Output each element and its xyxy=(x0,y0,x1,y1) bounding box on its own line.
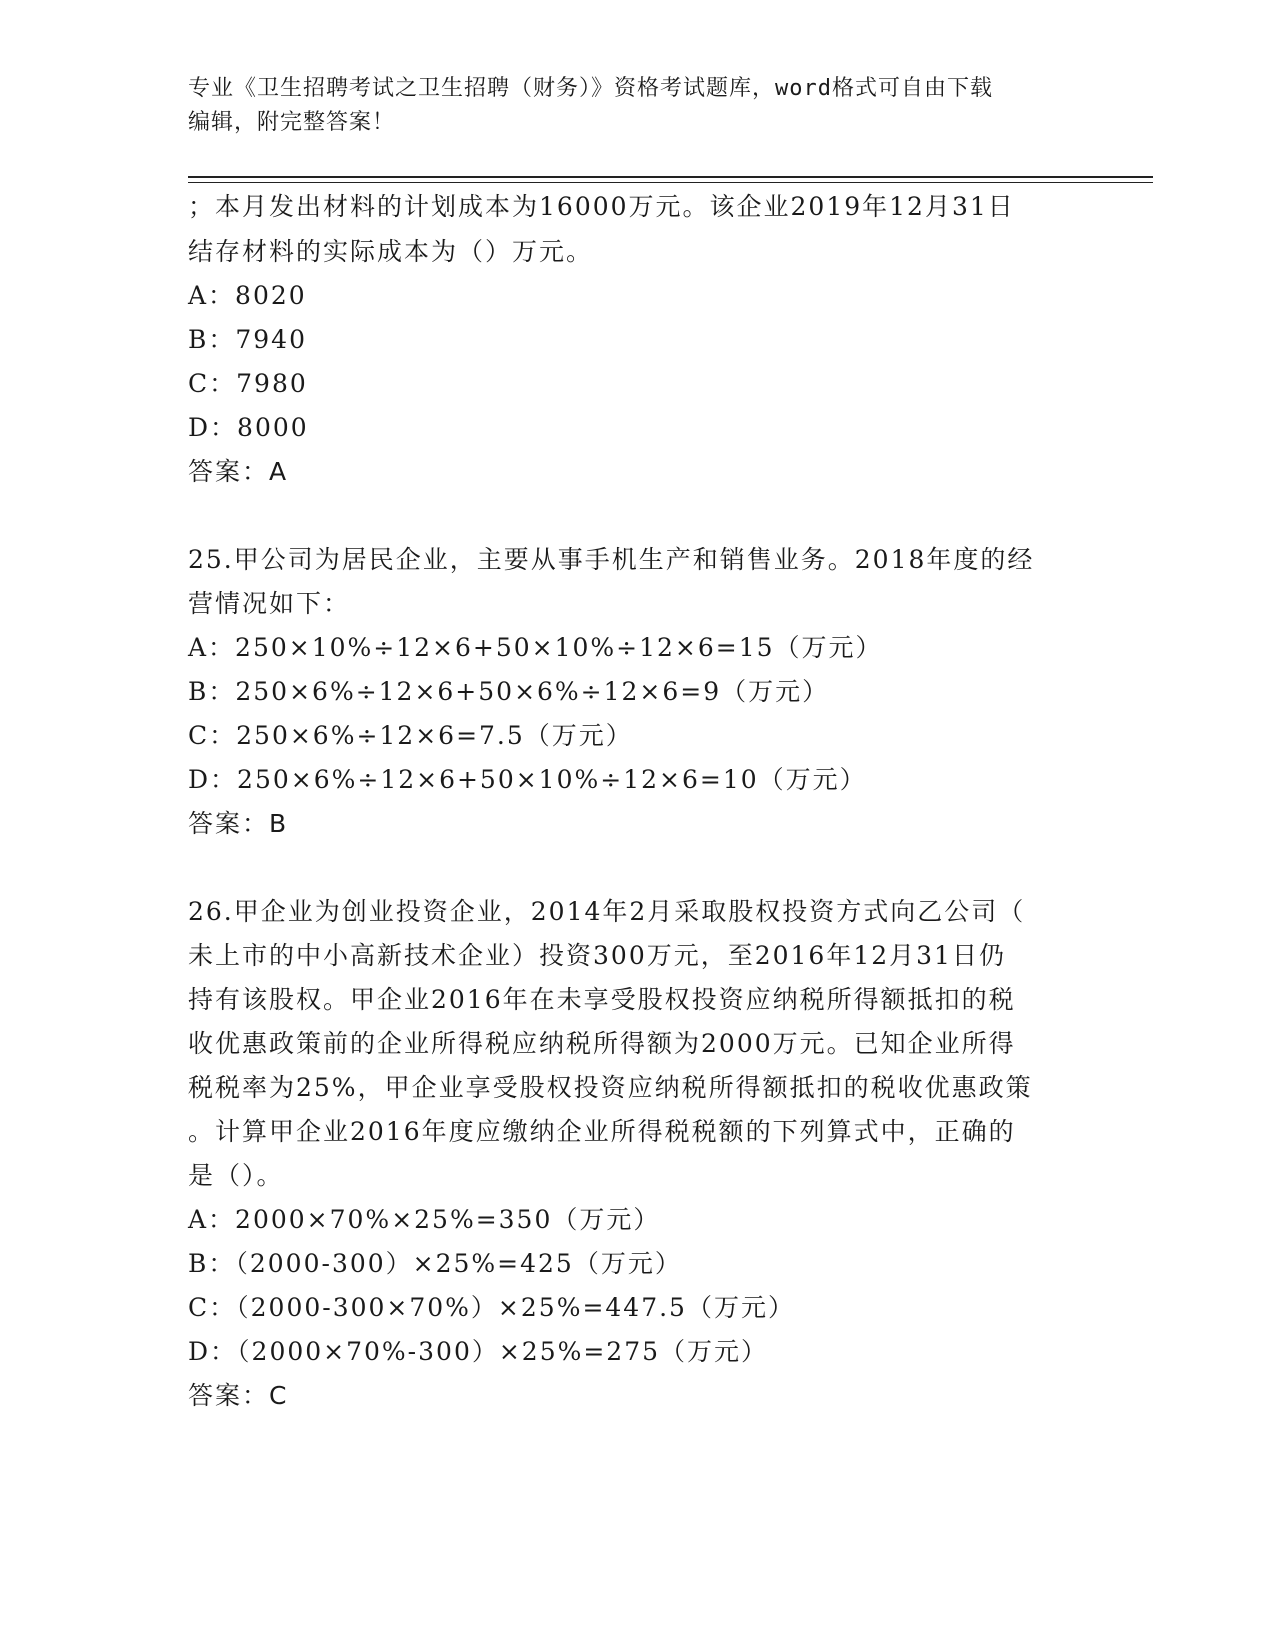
q24-option-c: C：7980 xyxy=(188,369,308,398)
q24-stem-line-2: 结存材料的实际成本为（）万元。 xyxy=(188,237,594,266)
q26-option-d: D：（2000×70%-300）×25%=275（万元） xyxy=(188,1337,769,1366)
q24-option-b: B：7940 xyxy=(188,325,307,354)
q26-stem-line-2: 未上市的中小高新技术企业）投资300万元，至2016年12月31日仍 xyxy=(188,941,1006,970)
q26-option-b: B：（2000-300）×25%=425（万元） xyxy=(188,1249,682,1278)
q26-option-a: A：2000×70%×25%=350（万元） xyxy=(188,1205,661,1234)
q24-option-d: D：8000 xyxy=(188,413,309,442)
q25-stem-line-2: 营情况如下： xyxy=(188,589,351,618)
header-divider-thin xyxy=(188,182,1153,183)
q26-option-c: C：（2000-300×70%）×25%=447.5（万元） xyxy=(188,1293,795,1322)
q25-option-b: B：250×6%÷12×6+50×6%÷12×6=9（万元） xyxy=(188,677,830,706)
q24-option-a: A：8020 xyxy=(188,281,307,310)
q26-stem-line-7: 是（）。 xyxy=(188,1161,284,1190)
header-divider-thick xyxy=(188,176,1153,178)
q24-answer: 答案：A xyxy=(188,457,289,486)
document-header xyxy=(188,72,1088,140)
q25-option-d: D：250×6%÷12×6+50×10%÷12×6=10（万元） xyxy=(188,765,867,794)
q26-stem-line-5: 税税率为25%，甲企业享受股权投资应纳税所得额抵扣的税收优惠政策 xyxy=(188,1073,1033,1102)
q26-stem-line-4: 收优惠政策前的企业所得税应纳税所得额为2000万元。已知企业所得 xyxy=(188,1029,1016,1058)
q26-answer: 答案：C xyxy=(188,1381,289,1410)
q25-answer: 答案：B xyxy=(188,809,289,838)
q26-stem-line-1: 26.甲企业为创业投资企业，2014年2月采取股权投资方式向乙公司（ xyxy=(188,897,1026,926)
q26-stem-line-6: 。计算甲企业2016年度应缴纳企业所得税税额的下列算式中，正确的 xyxy=(188,1117,1016,1146)
q26-stem-line-3: 持有该股权。甲企业2016年在未享受股权投资应纳税所得额抵扣的税 xyxy=(188,985,1016,1014)
header-line-2: 编辑，附完整答案！ xyxy=(188,110,396,135)
q25-option-c: C：250×6%÷12×6=7.5（万元） xyxy=(188,721,633,750)
q24-stem-line-1: ；本月发出材料的计划成本为16000万元。该企业2019年12月31日 xyxy=(188,192,1015,221)
q25-stem-line-1: 25.甲公司为居民企业，主要从事手机生产和销售业务。2018年度的经 xyxy=(188,545,1035,574)
header-line-1: 专业《卫生招聘考试之卫生招聘（财务）》资格考试题库，word格式可自由下载 xyxy=(188,76,993,101)
q25-option-a: A：250×10%÷12×6+50×10%÷12×6=15（万元） xyxy=(188,633,883,662)
